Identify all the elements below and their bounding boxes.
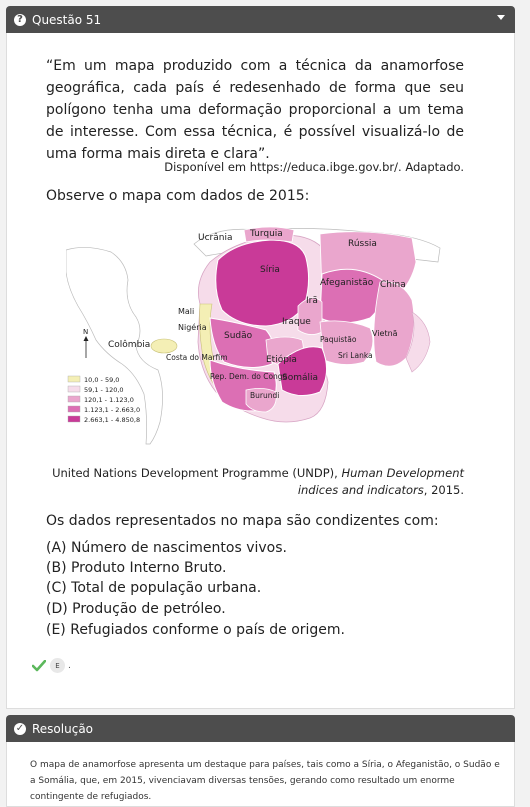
north-arrow-head-icon (84, 336, 89, 341)
map-credit-title: Human Development indices and indicators (297, 466, 464, 497)
question-ask: Os dados representados no mapa são condizentes com: (46, 513, 439, 529)
resolution-header[interactable] (6, 715, 515, 742)
map-label-etiopia: Etiópia (266, 355, 297, 365)
legend-label-4: 1.123,1 - 2.663,0 (84, 406, 141, 414)
quote-source: Disponível em https://educa.ibge.gov.br/. Adaptado. (164, 160, 464, 174)
map-credit (46, 465, 464, 499)
option-e[interactable]: (E) Refugiados conforme o país de origem. (46, 622, 345, 638)
map-label-paquistao: Paquistão (320, 335, 357, 344)
map-label-colombia: Colômbia (108, 340, 151, 350)
legend-label-1: 10,0 - 59,0 (84, 376, 120, 384)
question-icon: ? (14, 14, 26, 26)
answer-badge: E (50, 658, 65, 673)
anamorphosis-map (66, 222, 442, 446)
map-prompt: Observe o mapa com dados de 2015: (46, 188, 310, 204)
question-title: Questão 51 (32, 12, 102, 27)
checkmark-icon (32, 660, 46, 672)
map-label-congo: Rep. Dem. do Congo (210, 372, 288, 381)
map-label-vietna: Vietnã (372, 329, 398, 338)
map-label-iraque: Iraque (282, 317, 311, 327)
option-c[interactable]: (C) Total de população urbana. (46, 580, 262, 596)
map-label-mali: Mali (178, 307, 195, 316)
map-label-turquia: Turquia (250, 229, 283, 239)
option-b[interactable]: (B) Produto Interno Bruto. (46, 560, 227, 576)
legend-swatch-1 (68, 376, 80, 382)
map-legend (68, 376, 140, 424)
answer-indicator (32, 658, 71, 673)
legend-swatch-5 (68, 416, 80, 422)
option-a[interactable]: (A) Número de nascimentos vivos. (46, 540, 287, 556)
map-label-ira: Irã (306, 296, 318, 306)
map-label-costa-do-marfim: Costa do Marfim (166, 353, 228, 362)
legend-label-2: 59,1 - 120,0 (84, 386, 124, 394)
colombia-shape (151, 339, 177, 353)
resolution-title: Resolução (32, 721, 94, 736)
map-credit-prefix: United Nations Development Programme (UNDP), (52, 466, 342, 480)
map-label-sudao: Sudão (224, 331, 253, 341)
syria-shape (216, 240, 309, 326)
option-d[interactable]: (D) Produção de petróleo. (46, 601, 226, 617)
legend-swatch-4 (68, 406, 80, 412)
resolution-text: O mapa de anamorfose apresenta um destaque para países, tais como a Síria, o Afeganistão, o Sudão e a Somália, que, em 2015, vivenciavam diversas tensões, gerando como resultado um enorme contingente de refugiados. (30, 760, 500, 802)
map-label-russia: Rússia (348, 239, 377, 249)
map-label-china: China (380, 280, 406, 290)
map-label-nigeria: Nigéria (178, 323, 207, 332)
map-credit-suffix: , 2015. (423, 483, 464, 497)
question-header[interactable] (6, 6, 515, 33)
map-label-afeganistao: Afeganistão (320, 278, 374, 288)
legend-swatch-3 (68, 396, 80, 402)
legend-label-5: 2.663,1 - 4.850,8 (84, 416, 141, 424)
legend-swatch-2 (68, 386, 80, 392)
chevron-down-icon[interactable] (497, 15, 505, 20)
answer-dot: . (68, 660, 71, 671)
map-label-somalia: Somália (282, 373, 319, 383)
quote-text: “Em um mapa produzido com a técnica da anamorfose geográfica, cada país é redesenhado de forma que seu polígono tenha uma deformação proporcional a um tema de interesse. Com essa técnica, é possível visualizá-lo de uma forma mais direta e clara”. (46, 58, 464, 162)
legend-label-3: 120,1 - 1.123,0 (84, 396, 134, 404)
map-label-burundi: Burundi (250, 391, 280, 400)
check-circle-icon: ✓ (15, 723, 25, 734)
map-label-north: N (83, 328, 89, 336)
map-label-ucrania: Ucrânia (198, 233, 233, 243)
map-label-sri-lanka: Sri Lanka (338, 351, 373, 360)
map-label-siria: Síria (260, 265, 280, 275)
